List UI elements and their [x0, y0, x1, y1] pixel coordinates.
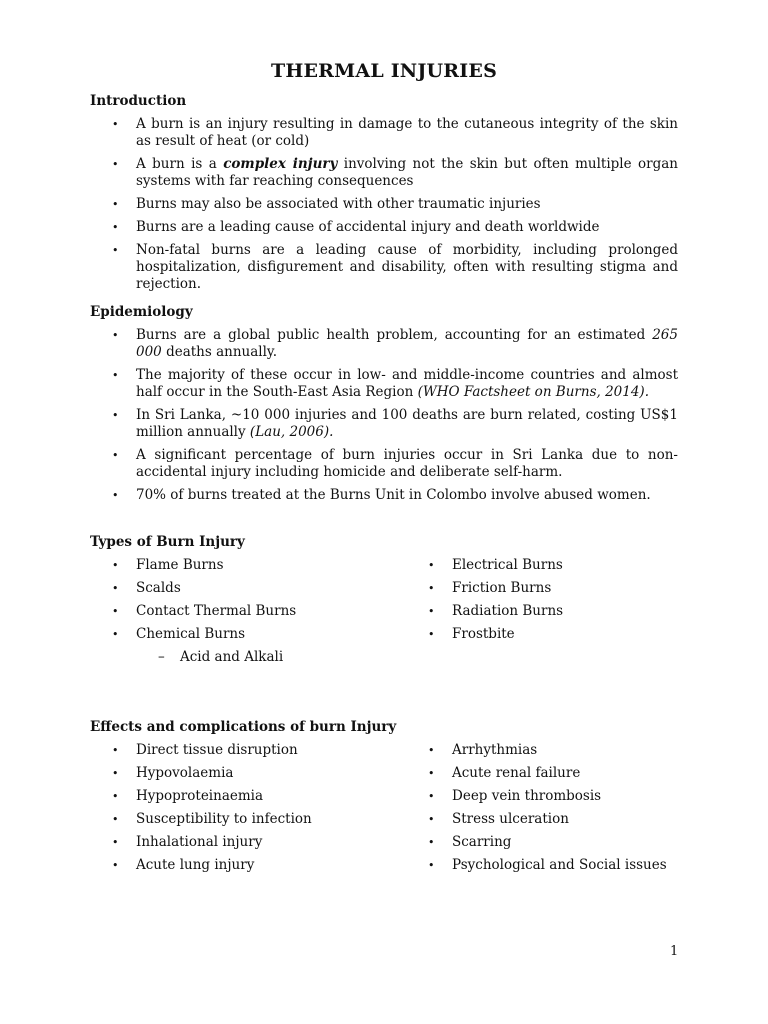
list-item: • Scalds: [112, 580, 181, 596]
list-item: • Hypovolaemia: [112, 765, 234, 781]
list-item: • Burns are a leading cause of accidental injury and death worldwide: [112, 219, 600, 235]
list-item: • Contact Thermal Burns: [112, 603, 297, 619]
bullet-icon: •: [112, 489, 119, 502]
list-item: • Burns are a global public health problem, accounting for an estimated 265 000 deaths annually.: [112, 327, 678, 360]
bullet-icon: •: [112, 790, 119, 803]
bullet-icon: •: [112, 744, 119, 757]
types-heading: Types of Burn Injury: [90, 534, 245, 550]
effects-left-list: [112, 742, 372, 880]
bullet-icon: •: [428, 767, 435, 780]
list-item: • Acute renal failure: [428, 765, 581, 781]
bullet-icon: •: [112, 329, 119, 342]
list-item: • A burn is an injury resulting in damage to the cutaneous integrity of the skin as result of heat (or cold): [112, 116, 678, 149]
bullet-icon: •: [428, 582, 435, 595]
effects-heading: Effects and complications of burn Injury: [90, 719, 397, 735]
bullet-icon: •: [112, 118, 119, 131]
bullet-icon: •: [428, 813, 435, 826]
list-item: • Direct tissue disruption: [112, 742, 298, 758]
bullet-icon: •: [428, 859, 435, 872]
list-item: • Inhalational injury: [112, 834, 263, 850]
intro-heading: Introduction: [90, 93, 187, 109]
page-title: THERMAL INJURIES: [270, 60, 497, 82]
page-number: 1: [670, 944, 679, 959]
list-item: • Electrical Burns: [428, 557, 563, 573]
list-item: • Burns may also be associated with other traumatic injuries: [112, 196, 541, 212]
list-item: • Deep vein thrombosis: [428, 788, 602, 804]
bullet-icon: •: [112, 369, 119, 382]
list-item: • A burn is a complex injury involving not the skin but often multiple organ systems with far reaching consequences: [112, 156, 678, 189]
effects-right-list: [428, 742, 688, 880]
list-item: • Acute lung injury: [112, 857, 255, 873]
bullet-icon: •: [112, 767, 119, 780]
epidemiology-list: [112, 327, 678, 510]
list-item: • Frostbite: [428, 626, 515, 642]
list-item: • Hypoproteinaemia: [112, 788, 264, 804]
bullet-icon: •: [428, 836, 435, 849]
list-item: • Susceptibility to infection: [112, 811, 312, 827]
bullet-icon: •: [428, 628, 435, 641]
list-item: • Arrhythmias: [428, 742, 538, 758]
list-item: • Non-fatal burns are a leading cause of morbidity, including prolonged hospitalization, disfigurement and disability, often with resulting stigma and rejection.: [112, 242, 678, 292]
bullet-icon: •: [112, 628, 119, 641]
list-item: • Chemical Burns: [112, 626, 246, 642]
bullet-icon: •: [112, 409, 119, 422]
bullet-icon: •: [428, 790, 435, 803]
list-item: • Scarring: [428, 834, 512, 850]
bullet-icon: •: [112, 559, 119, 572]
bullet-icon: •: [112, 836, 119, 849]
list-item: • In Sri Lanka, ~10 000 injuries and 100 deaths are burn related, costing US$1 million annually (Lau, 2006).: [112, 407, 678, 440]
list-item: • A significant percentage of burn injuries occur in Sri Lanka due to non-accidental injury including homicide and deliberate self-harm.: [112, 447, 678, 480]
list-item: • 70% of burns treated at the Burns Unit in Colombo involve abused women.: [112, 487, 651, 503]
list-item: • The majority of these occur in low- and middle-income countries and almost half occur in the South-East Asia Region (WHO Factsheet on Burns, 2014).: [112, 367, 678, 400]
bullet-icon: •: [428, 744, 435, 757]
list-item: • Friction Burns: [428, 580, 552, 596]
list-item: • Flame Burns: [112, 557, 224, 573]
types-right-list: [428, 557, 688, 649]
bullet-icon: •: [112, 859, 119, 872]
intro-list: [112, 116, 678, 299]
epidemiology-heading: Epidemiology: [90, 304, 193, 320]
bullet-icon: •: [112, 582, 119, 595]
dash-icon: –: [158, 649, 165, 665]
list-item: • Psychological and Social issues: [428, 857, 667, 873]
bullet-icon: •: [112, 605, 119, 618]
bullet-icon: •: [112, 244, 119, 257]
bullet-icon: •: [112, 813, 119, 826]
bullet-icon: •: [428, 559, 435, 572]
sub-list-item: – Acid and Alkali: [158, 649, 284, 665]
bullet-icon: •: [112, 221, 119, 234]
types-left-list: [112, 557, 372, 649]
list-item: • Radiation Burns: [428, 603, 564, 619]
list-item: • Stress ulceration: [428, 811, 569, 827]
bullet-icon: •: [428, 605, 435, 618]
bullet-icon: •: [112, 198, 119, 211]
bullet-icon: •: [112, 158, 119, 171]
bullet-icon: •: [112, 449, 119, 462]
